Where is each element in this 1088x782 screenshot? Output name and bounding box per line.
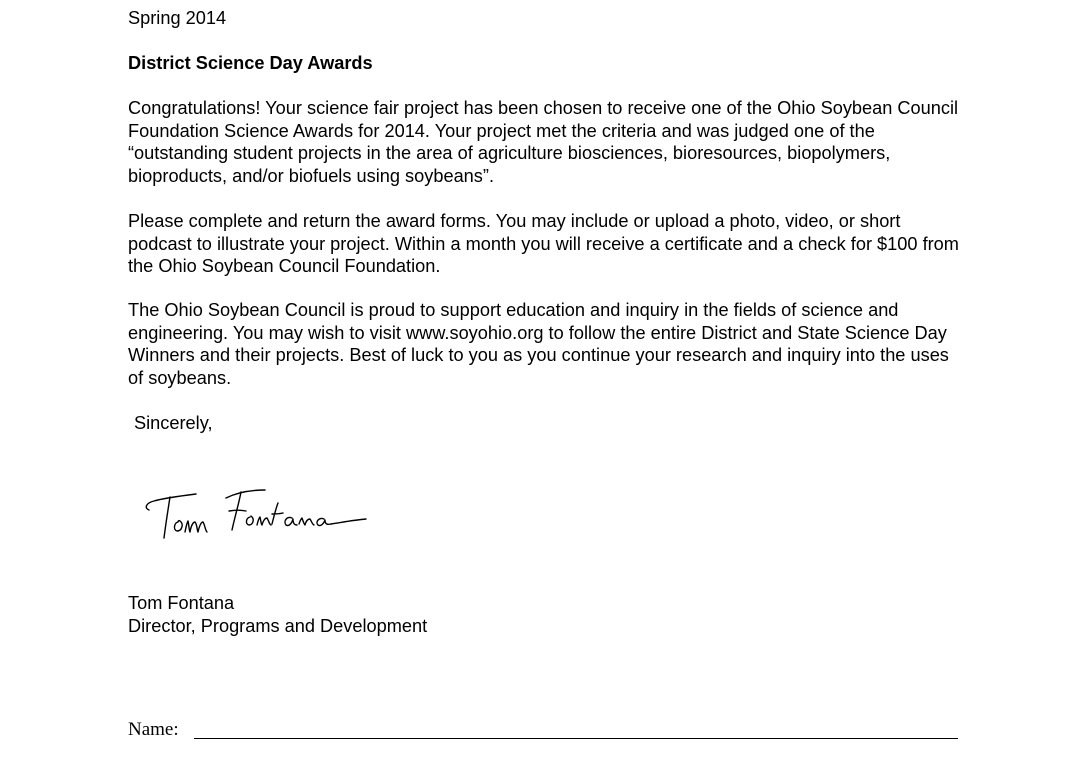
name-label: Name: [128, 719, 179, 740]
name-field[interactable] [128, 718, 958, 742]
letter-heading: District Science Day Awards [128, 53, 373, 73]
name-input-line[interactable] [194, 738, 958, 739]
paragraph-council-support: The Ohio Soybean Council is proud to support education and inquiry in the fields of science and engineering. You may wish to visit www.soyohio.org to follow the entire District and State Science Day Winners and their projects. Best of luck to you as you continue your research and inquiry into the uses of soybeans. [128, 300, 949, 388]
signer-name: Tom Fontana [128, 593, 235, 613]
paragraph-congratulations: Congratulations! Your science fair project has been chosen to receive one of the Ohio Soybean Council Foundation Science Awards for 2014. Your project met the criteria and was judged one of the “outstanding student projects in the area of agriculture biosciences, bioresources, biopolymers, bioproducts, and/or biofuels using soybeans”. [128, 98, 959, 186]
paragraph-award-forms: Please complete and return the award forms. You may include or upload a photo, video, or short podcast to illustrate your project. Within a month you will receive a certificate and a check for $100 from the Ohio Soybean Council Foundation. [128, 211, 959, 277]
handwritten-signature [140, 470, 375, 545]
signer-title: Director, Programs and Development [128, 616, 428, 636]
letter-date: Spring 2014 [128, 8, 227, 28]
letter-closing: Sincerely, [134, 413, 213, 433]
